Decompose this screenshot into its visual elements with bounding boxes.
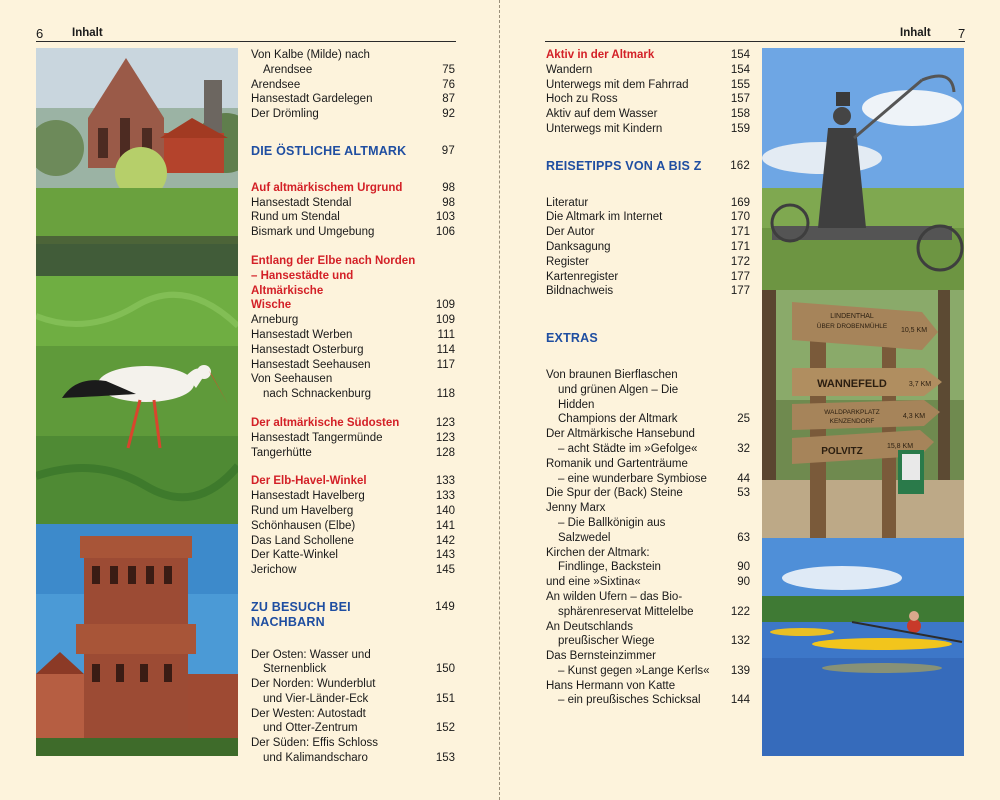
toc-entry[interactable] xyxy=(251,210,455,225)
toc-section-page: 149 xyxy=(435,600,455,613)
toc-section-title: EXTRAS xyxy=(546,331,598,346)
extras-line-2: sphärenreservat Mittelelbe xyxy=(558,605,694,618)
toc-entry[interactable] xyxy=(546,196,750,211)
toc-entry[interactable] xyxy=(546,63,750,78)
toc-entry-page: 172 xyxy=(730,255,750,268)
toc-entry[interactable] xyxy=(251,648,455,678)
toc-entry-title: Der Katte-Winkel xyxy=(251,549,338,562)
toc-entry-title: Rund um Havelberg xyxy=(251,504,354,517)
toc-entry-page: 151 xyxy=(435,692,455,705)
toc-section-heading[interactable] xyxy=(251,600,455,630)
extras-entry[interactable] xyxy=(546,546,750,576)
toc-entry-title: Bildnachweis xyxy=(546,285,614,298)
extras-line-2: und grünen Algen – Die Hidden xyxy=(558,383,679,411)
extras-page: 144 xyxy=(730,694,750,707)
extras-line-1: Der Altmärkische Hansebund xyxy=(546,428,695,441)
toc-entry[interactable] xyxy=(546,240,750,255)
signpost-photo xyxy=(762,290,964,538)
toc-entry-page: 171 xyxy=(730,240,750,253)
toc-entry[interactable] xyxy=(546,210,750,225)
right-toc xyxy=(546,48,750,708)
toc-entry[interactable] xyxy=(251,707,455,737)
toc-section-title: ZU BESUCH BEI NACHBARN xyxy=(251,599,351,629)
toc-entry-page: 76 xyxy=(442,78,455,91)
toc-entry-page: 169 xyxy=(730,196,750,209)
toc-subsection-title: Der altmärkische Südosten xyxy=(251,416,400,429)
toc-entry-title: Der Drömling xyxy=(251,108,319,121)
extras-page: 44 xyxy=(737,472,750,485)
toc-entry[interactable] xyxy=(251,225,455,240)
toc-entry-page: 75 xyxy=(442,63,455,76)
extras-page: 63 xyxy=(737,531,750,544)
extras-page: 122 xyxy=(730,605,750,618)
toc-subsection[interactable] xyxy=(546,48,750,63)
toc-entry[interactable] xyxy=(251,446,455,461)
toc-entry[interactable] xyxy=(251,677,455,707)
toc-entry-page: 140 xyxy=(435,504,455,517)
toc-entry-title: Hansestadt Osterburg xyxy=(251,343,364,356)
toc-entry-page: 109 xyxy=(435,314,455,327)
toc-entry-page: 111 xyxy=(437,328,455,341)
toc-entry-subtitle: Arendsee xyxy=(263,63,313,76)
toc-entry-title: Hansestadt Stendal xyxy=(251,196,352,209)
toc-entry-title: Hansestadt Werben xyxy=(251,328,353,341)
toc-subsection-page: 154 xyxy=(730,49,750,61)
extras-entry[interactable] xyxy=(546,679,750,709)
sign-3-line-1: WALDPARKPLATZ xyxy=(824,409,880,416)
sign-1-distance: 10,5 KM xyxy=(900,327,928,334)
toc-entry[interactable] xyxy=(251,313,455,328)
left-header-rule xyxy=(36,41,456,42)
extras-line-2: – eine wunderbare Symbiose xyxy=(558,472,707,485)
extras-entry[interactable] xyxy=(546,501,750,545)
extras-entry[interactable] xyxy=(546,427,750,457)
toc-entry-page: 98 xyxy=(442,196,455,209)
toc-entry[interactable] xyxy=(251,343,455,358)
toc-entry[interactable] xyxy=(546,78,750,93)
extras-entry[interactable] xyxy=(546,575,750,590)
sign-4-distance: 15,8 KM xyxy=(886,443,914,450)
toc-entry-page: 92 xyxy=(442,108,455,121)
sign-1-line-1: LINDENTHAL xyxy=(830,313,874,320)
extras-page: 90 xyxy=(737,576,750,589)
extras-line-1: und eine »Sixtina« xyxy=(546,576,641,589)
toc-entry-title: Arneburg xyxy=(251,314,299,327)
toc-entry-title: Unterwegs mit Kindern xyxy=(546,122,663,135)
toc-entry-title: Arendsee xyxy=(251,78,301,91)
extras-line-2: – ein preußisches Schicksal xyxy=(558,694,701,707)
toc-entry-page: 87 xyxy=(442,93,455,106)
toc-subsection-page: 133 xyxy=(435,475,455,488)
extras-page: 25 xyxy=(737,413,750,426)
sign-3-line-2: KENZENDORF xyxy=(829,418,875,425)
toc-entry-page: 177 xyxy=(730,285,750,298)
toc-entry-page: 171 xyxy=(730,226,750,239)
toc-entry[interactable] xyxy=(251,92,455,107)
toc-entry[interactable] xyxy=(546,284,750,299)
toc-entry-page: 133 xyxy=(435,490,455,503)
extras-line-1: Von braunen Bierflaschen xyxy=(546,368,678,381)
toc-entry-title: Der Autor xyxy=(546,226,595,239)
toc-subsection-title-line-2: – Hansestädte und Altmärkische xyxy=(251,269,354,297)
toc-entry-page: 141 xyxy=(435,519,455,532)
right-running-header: Inhalt xyxy=(900,27,931,39)
extras-line-1: Die Spur der (Back) Steine xyxy=(546,487,683,500)
toc-entry-page: 159 xyxy=(730,122,750,135)
toc-subsection[interactable] xyxy=(251,254,455,313)
toc-section-heading[interactable] xyxy=(546,331,750,346)
toc-entry-page: 142 xyxy=(435,534,455,547)
sign-1-line-2: ÜBER DROBENMÜHLE xyxy=(816,323,888,330)
toc-entry-title: Register xyxy=(546,255,589,268)
extras-entry[interactable] xyxy=(546,649,750,679)
toc-entry-page: 106 xyxy=(435,226,455,239)
toc-entry[interactable] xyxy=(251,563,455,578)
extras-entry[interactable] xyxy=(546,590,750,620)
toc-entry-title: Hansestadt Havelberg xyxy=(251,490,365,503)
toc-entry-page: 177 xyxy=(730,270,750,283)
toc-entry[interactable] xyxy=(251,489,455,504)
toc-entry-page: 103 xyxy=(435,211,455,224)
sign-4-line-1: POLVITZ xyxy=(821,446,863,457)
toc-section-title: DIE ÖSTLICHE ALTMARK xyxy=(251,143,407,158)
toc-entry-page: 154 xyxy=(730,63,750,76)
extras-entry[interactable] xyxy=(546,368,750,427)
toc-entry-page: 153 xyxy=(435,752,455,765)
toc-entry-page: 123 xyxy=(435,431,455,444)
toc-entry-page: 158 xyxy=(730,108,750,121)
toc-subsection-title: Auf altmärkischem Urgrund xyxy=(251,181,403,194)
toc-entry-subtitle: und Otter-Zentrum xyxy=(263,722,358,735)
toc-entry-title: Danksagung xyxy=(546,240,611,253)
toc-entry-title: Das Land Schollene xyxy=(251,534,354,547)
toc-section-page: 97 xyxy=(441,144,455,157)
toc-entry-title: Rund um Stendal xyxy=(251,211,340,224)
toc-entry-title: Von Seehausen xyxy=(251,373,333,386)
page-gutter xyxy=(499,0,500,800)
toc-entry-title: Schönhausen (Elbe) xyxy=(251,519,356,532)
extras-entry[interactable] xyxy=(546,486,750,501)
extras-line-1: Romanik und Gartenträume xyxy=(546,457,688,470)
toc-section-title: REISETIPPS VON A BIS Z xyxy=(546,158,702,173)
toc-entry-title: Der Süden: Effis Schloss xyxy=(251,737,378,750)
toc-entry[interactable] xyxy=(251,431,455,446)
kayak-photo xyxy=(762,538,964,756)
extras-line-2: – Kunst gegen »Lange Kerls« xyxy=(558,664,710,677)
toc-entry-page: 128 xyxy=(435,446,455,459)
toc-subsection-title-line-3: Wische xyxy=(251,299,292,312)
toc-entry-page: 157 xyxy=(730,93,750,106)
sign-3-distance: 4,3 KM xyxy=(902,413,926,420)
toc-entry-title: Kartenregister xyxy=(546,270,619,283)
extras-entry[interactable] xyxy=(546,457,750,487)
toc-entry-title: Hoch zu Ross xyxy=(546,93,618,106)
toc-entry[interactable] xyxy=(546,107,750,122)
toc-entry-page: 114 xyxy=(436,343,455,356)
toc-entry-title: Der Norden: Wunderblut xyxy=(251,678,376,691)
brick-tower-photo xyxy=(36,524,238,756)
toc-subsection[interactable] xyxy=(251,416,455,431)
toc-entry-title: Hansestadt Gardelegen xyxy=(251,93,373,106)
toc-entry[interactable] xyxy=(546,270,750,285)
toc-entry-subtitle: Sternenblick xyxy=(263,663,327,676)
extras-line-2: – Die Ballkönigin aus Salzwedel xyxy=(558,516,666,544)
toc-entry-title: Jerichow xyxy=(251,564,297,577)
toc-subsection-page: 109 xyxy=(435,299,455,312)
extras-line-3: Champions der Altmark xyxy=(558,413,678,426)
toc-entry[interactable] xyxy=(251,534,455,549)
extras-line-1: Das Bernsteinzimmer xyxy=(546,650,656,663)
sign-2-line-1: WANNEFELD xyxy=(817,378,887,390)
extras-entry[interactable] xyxy=(546,620,750,650)
toc-entry[interactable] xyxy=(251,78,455,93)
toc-entry-page: 145 xyxy=(435,564,455,577)
peasant-statue-photo xyxy=(762,48,964,290)
toc-subsection[interactable] xyxy=(251,181,455,196)
extras-page: 132 xyxy=(730,635,750,648)
toc-entry-title: Bismark und Umgebung xyxy=(251,226,375,239)
extras-page: 32 xyxy=(737,442,750,455)
toc-subsection-title: Aktiv in der Altmark xyxy=(546,49,655,61)
toc-entry-page: 152 xyxy=(435,722,455,735)
right-page-number: 7 xyxy=(958,26,966,41)
toc-entry[interactable] xyxy=(251,504,455,519)
toc-entry[interactable] xyxy=(546,92,750,107)
toc-entry-title: Die Altmark im Internet xyxy=(546,211,663,224)
toc-entry-title: Von Kalbe (Milde) nach xyxy=(251,49,370,61)
extras-page: 90 xyxy=(737,561,750,574)
toc-entry[interactable] xyxy=(251,196,455,211)
extras-line-1: An Deutschlands xyxy=(546,620,633,633)
toc-entry[interactable] xyxy=(251,328,455,343)
toc-entry-page: 117 xyxy=(436,358,455,371)
stork-photo xyxy=(36,276,238,524)
toc-entry-page: 150 xyxy=(435,663,455,676)
toc-section-heading[interactable] xyxy=(546,159,750,174)
toc-entry-title: Tangerhütte xyxy=(251,446,312,459)
toc-entry-title: Der Osten: Wasser und xyxy=(251,648,371,661)
toc-subsection[interactable] xyxy=(251,474,455,489)
toc-entry-title: Aktiv auf dem Wasser xyxy=(546,108,658,121)
left-page-number: 6 xyxy=(36,26,44,41)
toc-entry-title: Der Westen: Autostadt xyxy=(251,707,366,720)
toc-entry[interactable] xyxy=(546,255,750,270)
toc-subsection-title-line-1: Entlang der Elbe nach Norden xyxy=(251,254,416,267)
toc-entry-title: Wandern xyxy=(546,63,593,76)
toc-subsection-page: 123 xyxy=(435,416,455,429)
extras-line-1: An wilden Ufern – das Bio- xyxy=(546,590,683,603)
toc-entry[interactable] xyxy=(251,358,455,373)
extras-line-1: Hans Hermann von Katte xyxy=(546,679,676,692)
toc-entry-title: Hansestadt Tangermünde xyxy=(251,431,383,444)
sign-2-distance: 3,7 KM xyxy=(908,381,932,388)
toc-entry[interactable] xyxy=(251,372,455,402)
toc-entry[interactable] xyxy=(251,548,455,563)
toc-entry[interactable] xyxy=(251,519,455,534)
toc-entry[interactable] xyxy=(251,48,455,78)
toc-entry[interactable] xyxy=(251,107,455,122)
extras-page: 53 xyxy=(737,487,750,500)
toc-entry[interactable] xyxy=(546,122,750,137)
toc-entry[interactable] xyxy=(546,225,750,240)
extras-line-2: Findlinge, Backstein xyxy=(558,561,661,574)
toc-entry-page: 143 xyxy=(435,549,455,562)
toc-entry-page: 155 xyxy=(730,78,750,91)
right-header-rule xyxy=(545,41,965,42)
toc-entry-title: Unterwegs mit dem Fahrrad xyxy=(546,78,689,91)
extras-line-1: Jenny Marx xyxy=(546,502,606,515)
toc-entry[interactable] xyxy=(251,736,455,766)
toc-section-page: 162 xyxy=(730,159,750,172)
left-toc xyxy=(251,48,455,766)
toc-entry-page: 118 xyxy=(436,388,455,401)
toc-entry-subtitle: und Vier-Länder-Eck xyxy=(263,692,369,705)
toc-entry-page: 170 xyxy=(730,211,750,224)
toc-entry-title: Literatur xyxy=(546,196,589,209)
toc-entry-title: Hansestadt Seehausen xyxy=(251,358,371,371)
toc-subsection-page: 98 xyxy=(442,181,455,194)
extras-line-2: preußischer Wiege xyxy=(558,635,655,648)
left-running-header: Inhalt xyxy=(72,27,103,39)
extras-line-1: Kirchen der Altmark: xyxy=(546,546,650,559)
toc-entry-subtitle: und Kalimandscharo xyxy=(263,752,368,765)
toc-subsection-title: Der Elb-Havel-Winkel xyxy=(251,475,367,488)
church-ruin-photo xyxy=(36,48,238,276)
extras-line-2: – acht Städte im »Gefolge« xyxy=(558,442,698,455)
toc-section-heading[interactable] xyxy=(251,144,455,159)
extras-page: 139 xyxy=(730,664,750,677)
toc-entry-subtitle: nach Schnackenburg xyxy=(263,388,372,401)
